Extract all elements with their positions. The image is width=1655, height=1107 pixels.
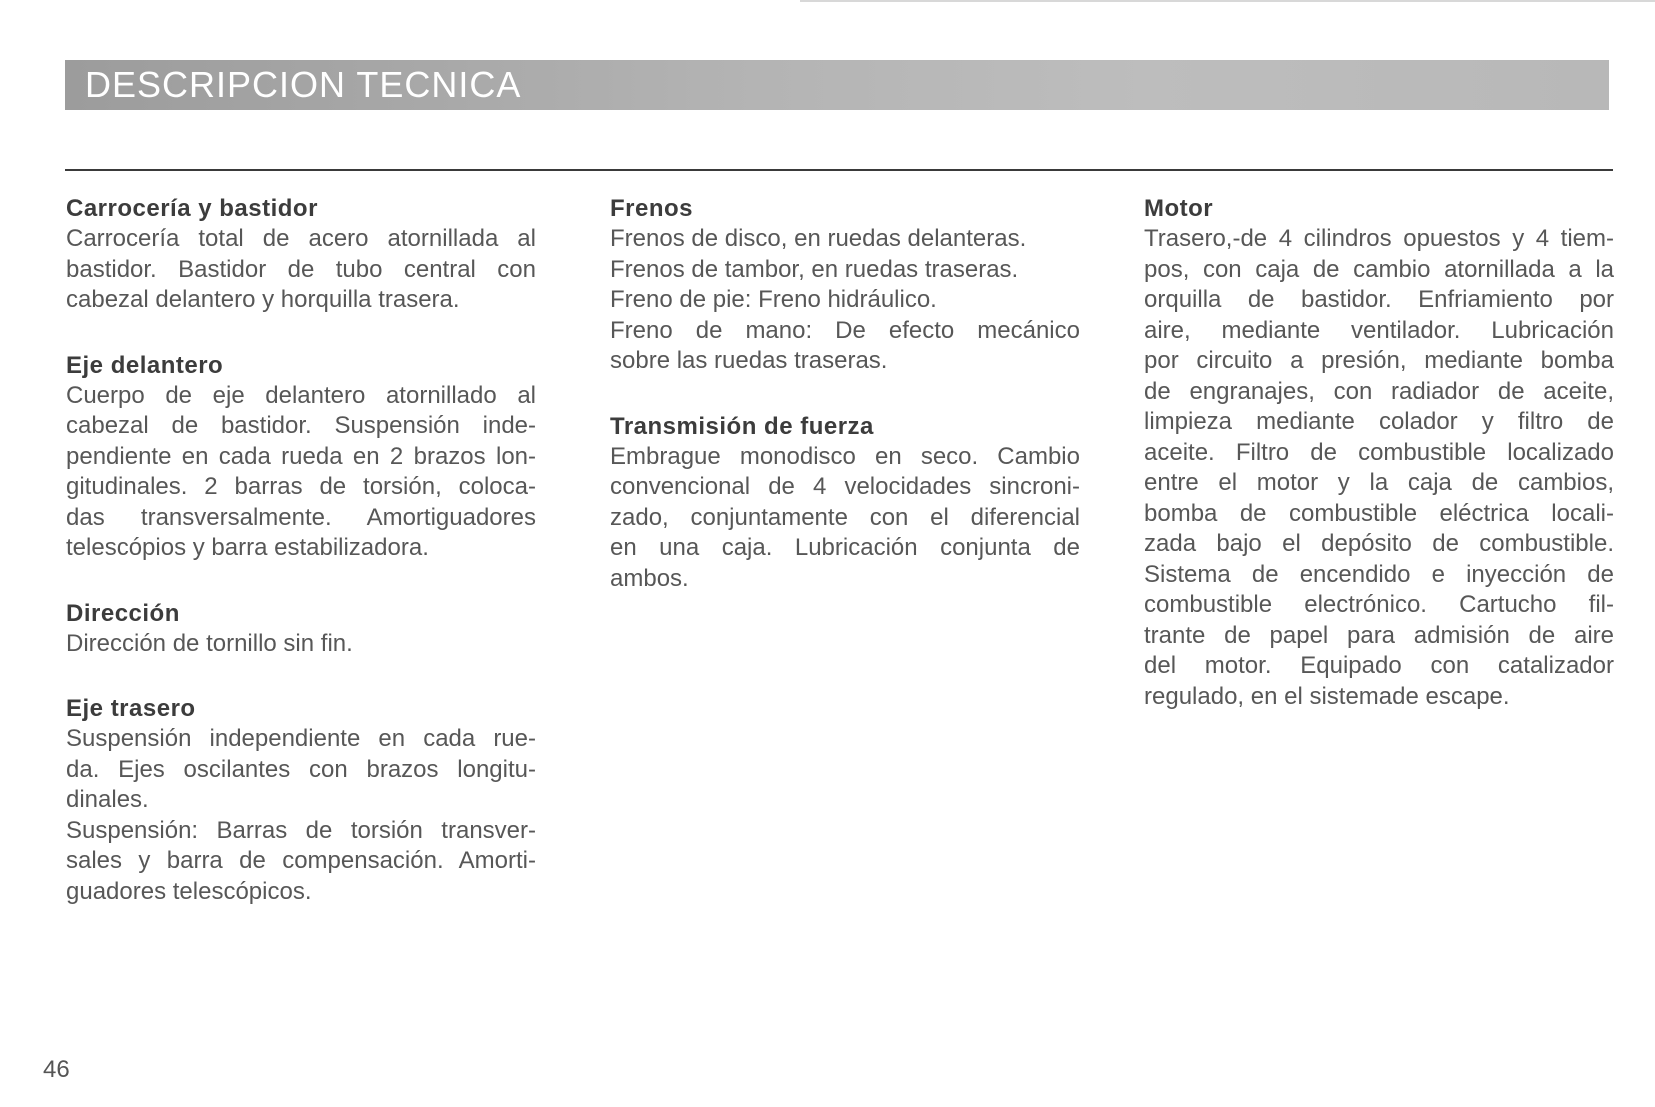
text-line: ambos. xyxy=(610,564,689,592)
text-line: aire, mediante ventilador. Lubricación xyxy=(1144,316,1614,344)
text-line: de engranajes, con radiador de aceite, xyxy=(1144,377,1614,405)
section-heading: Frenos xyxy=(610,195,694,222)
title-banner xyxy=(65,60,1609,110)
text-line: convencional de 4 velocidades sincroni- xyxy=(610,473,1080,500)
text-line: sobre las ruedas traseras. xyxy=(610,347,888,374)
text-line: Suspensión: Barras de torsión transver- xyxy=(66,816,536,844)
text-line: pos, con caja de cambio atornillada a la xyxy=(1144,255,1614,283)
text-line: Carrocería total de acero atornillada al xyxy=(66,225,536,252)
text-line: da. Ejes oscilantes con brazos longitu- xyxy=(66,755,536,783)
text-line: guadores telescópicos. xyxy=(66,877,312,905)
text-line: gitudinales. 2 barras de torsión, coloca- xyxy=(66,473,536,500)
text-line: Freno de mano: De efecto mecánico xyxy=(610,316,1080,344)
section-heading: Eje delantero xyxy=(66,351,224,379)
text-line: telescópios y barra estabilizadora. xyxy=(66,534,429,561)
text-line: Embrague monodisco en seco. Cambio xyxy=(610,442,1080,470)
header-divider xyxy=(65,169,1613,171)
section-eje-delantero xyxy=(66,350,536,564)
section-direccion xyxy=(66,598,536,660)
text-line: cabezal delantero y horquilla trasera. xyxy=(66,286,460,313)
section-frenos xyxy=(610,193,1080,377)
section-transmision xyxy=(610,411,1080,595)
section-heading: Carrocería y bastidor xyxy=(66,195,318,222)
page-number: 46 xyxy=(43,1056,70,1083)
text-line: dinales. xyxy=(66,786,149,813)
text-line: en una caja. Lubricación conjunta de xyxy=(610,534,1080,561)
text-line: regulado, en el sistemade escape. xyxy=(1144,682,1510,710)
section-motor xyxy=(1144,193,1614,712)
section-carroceria xyxy=(66,193,536,316)
text-line: Freno de pie: Freno hidráulico. xyxy=(610,286,937,313)
section-heading: Motor xyxy=(1144,195,1214,222)
text-line: cabezal de bastidor. Suspensión inde- xyxy=(66,412,536,439)
text-line: Dirección de tornillo sin fin. xyxy=(66,629,353,657)
column-right xyxy=(1144,193,1614,712)
column-left xyxy=(66,193,536,907)
text-line: Frenos de tambor, en ruedas traseras. xyxy=(610,255,1019,283)
text-line: Frenos de disco, en ruedas delanteras. xyxy=(610,225,1027,252)
text-line: por circuito a presión, mediante bomba xyxy=(1144,347,1614,374)
text-line: Trasero,-de 4 cilindros opuestos y 4 tiem- xyxy=(1144,225,1614,252)
text-line: orquilla de bastidor. Enfriamiento por xyxy=(1144,286,1614,313)
text-line: pendiente en cada rueda en 2 brazos lon- xyxy=(66,442,536,470)
section-eje-trasero xyxy=(66,693,536,907)
section-heading: Transmisión de fuerza xyxy=(610,412,874,440)
text-line: Cuerpo de eje delantero atornillado al xyxy=(66,381,536,409)
text-line: zada bajo el depósito de combustible. xyxy=(1144,530,1614,557)
text-line: combustible electrónico. Cartucho fil- xyxy=(1144,591,1614,618)
text-line: Sistema de encendido e inyección de xyxy=(1144,560,1614,588)
text-line: del motor. Equipado con catalizador xyxy=(1144,652,1614,679)
column-middle xyxy=(610,193,1080,594)
section-heading: Dirección xyxy=(66,599,180,627)
text-line: trante de papel para admisión de aire xyxy=(1144,621,1614,649)
section-heading: Eje trasero xyxy=(66,695,196,722)
page-title: DESCRIPCION TECNICA xyxy=(85,64,522,105)
text-line: limpieza mediante colador y filtro de xyxy=(1144,408,1614,435)
text-line: das transversalmente. Amortiguadores xyxy=(66,503,536,531)
text-line: entre el motor y la caja de cambios, xyxy=(1144,469,1614,496)
page-top-edge xyxy=(800,0,1655,2)
text-line: sales y barra de compensación. Amorti- xyxy=(66,847,536,874)
text-line: zado, conjuntamente con el diferencial xyxy=(610,503,1080,531)
text-line: bastidor. Bastidor de tubo central con xyxy=(66,255,536,283)
text-line: aceite. Filtro de combustible localizado xyxy=(1144,438,1614,466)
text-line: bomba de combustible eléctrica locali- xyxy=(1144,499,1614,527)
text-line: Suspensión independiente en cada rue- xyxy=(66,725,536,752)
